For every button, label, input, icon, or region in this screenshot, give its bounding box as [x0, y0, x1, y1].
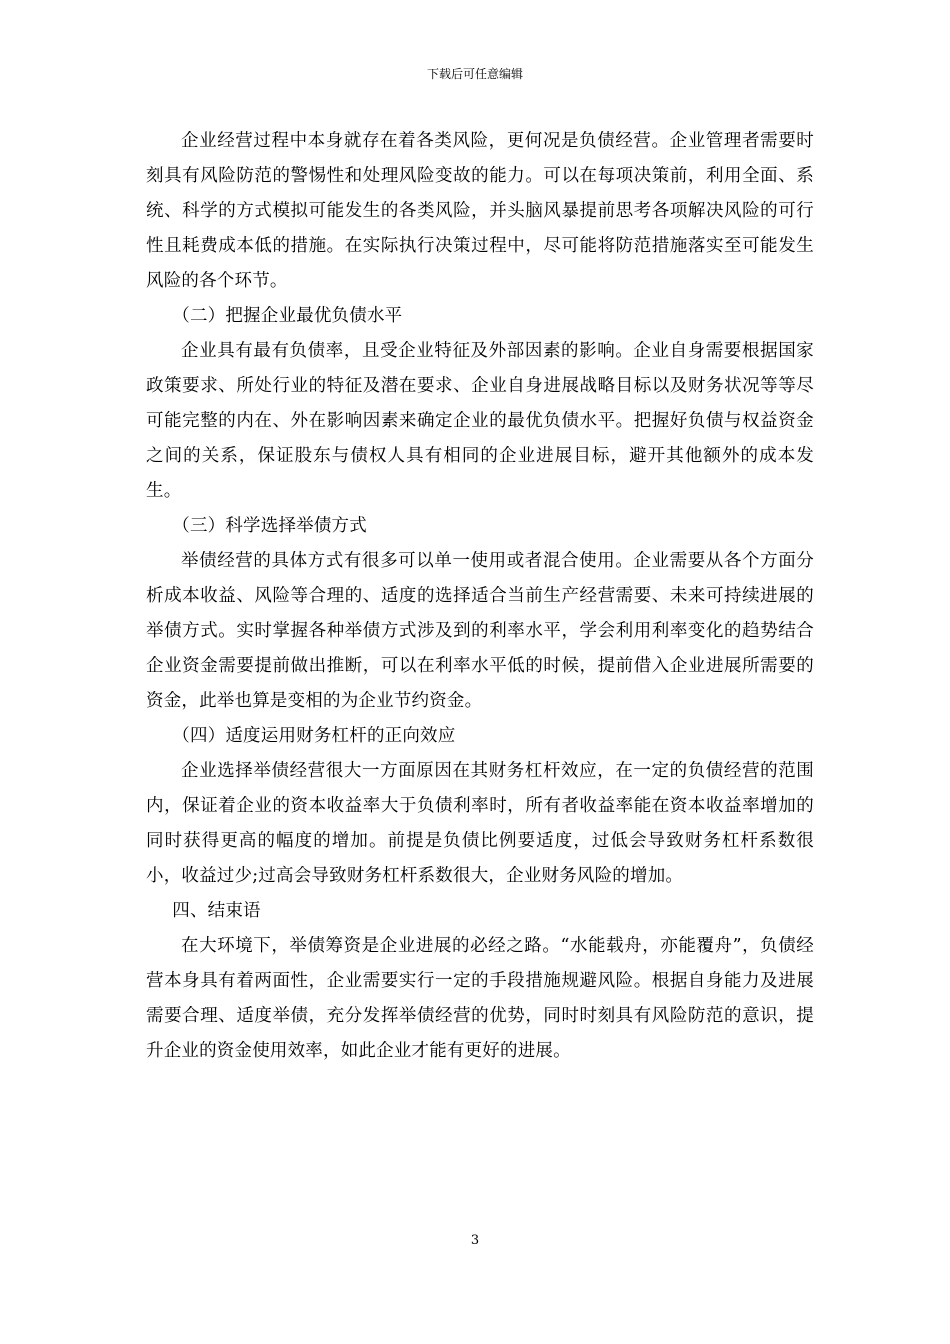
section-heading-conclusion: 四、结束语: [172, 901, 261, 921]
paragraph-financial-leverage: 企业选择举债经营很大一方面原因在其财务杠杆效应，在一定的负债经营的范围内，保证着企业的资本收益率大于负债利率时，所有者收益率能在资本收益率增加的同时获得更高的幅度的增加。前提是负债比例要适度，过低会导致财务杠杆系数很小，收益过少;过高会导致财务杠杆系数很大，企业财务风险的增加。: [146, 761, 814, 886]
paragraph-optimal-debt: 企业具有最有负债率，且受企业特征及外部因素的影响。企业自身需要根据国家政策要求、所处行业的特征及潜在要求、企业自身进展战略目标以及财务状况等等尽可能完整的内在、外在影响因素来确定企业的最优负债水平。把握好负债与权益资金之间的关系，保证股东与债权人具有相同的企业进展目标，避开其他额外的成本发生。: [146, 341, 814, 501]
section-heading-debt-method: （三）科学选择举债方式: [172, 516, 367, 536]
page-number: 3: [470, 1233, 480, 1248]
paragraph-conclusion: 在大环境下，举债筹资是企业进展的必经之路。“水能载舟，亦能覆舟”，负债经营本身具有着两面性，企业需要实行一定的手段措施规避风险。根据自身能力及进展需要合理、适度举债，充分发挥举债经营的优势，同时时刻具有风险防范的意识，提升企业的资金使用效率，如此企业才能有更好的进展。: [146, 936, 814, 1061]
section-heading-optimal-debt: （二）把握企业最优负债水平: [172, 306, 403, 326]
section-heading-financial-leverage: （四）适度运用财务杠杆的正向效应: [172, 726, 456, 746]
page-header: 下载后可任意编辑: [426, 67, 523, 81]
paragraph-debt-method: 举债经营的具体方式有很多可以单一使用或者混合使用。企业需要从各个方面分析成本收益、风险等合理的、适度的选择适合当前生产经营需要、未来可持续进展的举债方式。实时掌握各种举债方式涉及到的利率水平，学会利用利率变化的趋势结合企业资金需要提前做出推断，可以在利率水平低的时候，提前借入企业进展所需要的资金，此举也算是变相的为企业节约资金。: [146, 551, 814, 711]
paragraph-risk-prevention: 企业经营过程中本身就存在着各类风险，更何况是负债经营。企业管理者需要时刻具有风险防范的警惕性和处理风险变故的能力。可以在每项决策前，利用全面、系统、科学的方式模拟可能发生的各类风险，并头脑风暴提前思考各项解决风险的可行性且耗费成本低的措施。在实际执行决策过程中，尽可能将防范措施落实至可能发生风险的各个环节。: [146, 131, 814, 291]
document-body: [146, 124, 814, 1069]
